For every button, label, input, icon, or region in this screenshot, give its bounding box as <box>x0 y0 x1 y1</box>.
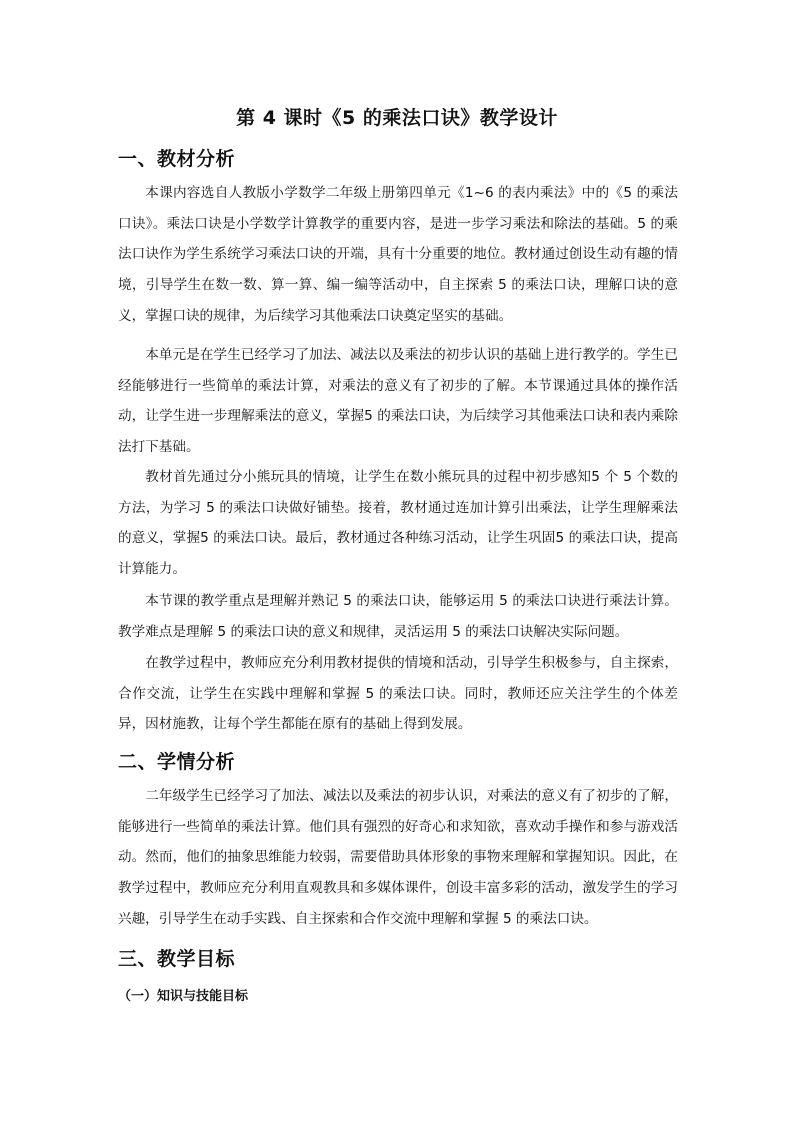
paragraph: 教材首先通过分小熊玩具的情境，让学生在数小熊玩具的过程中初步感知5 个 5 个数的方法，为学习 5 的乘法口诀做好铺垫。接着，教材通过连加计算引出乘法，让学生理解乘法的意义，掌握5 的乘法口诀。最后，教材通过各种练习活动，让学生巩固5 的乘法口诀，提高计算能力。 <box>118 469 678 578</box>
section-heading-textbook-analysis: 一、教材分析 <box>118 148 236 170</box>
subsection-heading-knowledge-skills: （一）知识与技能目标 <box>118 989 249 1004</box>
section-heading-teaching-objectives: 三、教学目标 <box>118 948 236 970</box>
paragraph: 在教学过程中，教师应充分利用教材提供的情境和活动，引导学生积极参与，自主探索，合作交流，让学生在实践中理解和掌握 5 的乘法口诀。同时，教师还应关注学生的个体差异，因材施教，让每个学生都能在原有的基础上得到发展。 <box>118 655 678 733</box>
document-title: 第 4 课时《5 的乘法口诀》教学设计 <box>236 107 558 129</box>
section-heading-learner-analysis: 二、学情分析 <box>118 751 236 773</box>
paragraph: 本单元是在学生已经学习了加法、减法以及乘法的初步认识的基础上进行教学的。学生已经能够进行一些简单的乘法计算，对乘法的意义有了初步的了解。本节课通过具体的操作活动，让学生进一步理解乘法的意义，掌握5 的乘法口诀，为后续学习其他乘法口诀和表内乘除法打下基础。 <box>118 347 678 456</box>
paragraph: 二年级学生已经学习了加法、减法以及乘法的初步认识，对乘法的意义有了初步的了解，能够进行一些简单的乘法计算。他们具有强烈的好奇心和求知欲，喜欢动手操作和参与游戏活动。然而，他们的抽象思维能力较弱，需要借助具体形象的事物来理解和掌握知识。因此，在教学过程中，教师应充分利用直观教具和多媒体课件，创设丰富多彩的活动，激发学生的学习兴趣，引导学生在动手实践、自主探索和合作交流中理解和掌握 5 的乘法口诀。 <box>118 788 678 927</box>
paragraph: 本节课的教学重点是理解并熟记 5 的乘法口诀，能够运用 5 的乘法口诀进行乘法计算。教学难点是理解 5 的乘法口诀的意义和规律，灵活运用 5 的乘法口诀解决实际问题。 <box>118 593 678 640</box>
paragraph: 本课内容选自人教版小学数学二年级上册第四单元《1~6 的表内乘法》中的《5 的乘法口诀》。乘法口诀是小学数学计算教学的重要内容，是进一步学习乘法和除法的基础。5 的乘法口诀作为学生系统学习乘法口诀的开端，具有十分重要的地位。教材通过创设生动有趣的情境，引导学生在数一数、算一算、编一编等活动中，自主探索 5 的乘法口诀，理解口诀的意义，掌握口诀的规律，为后续学习其他乘法口诀奠定坚实的基础。 <box>118 185 678 324</box>
